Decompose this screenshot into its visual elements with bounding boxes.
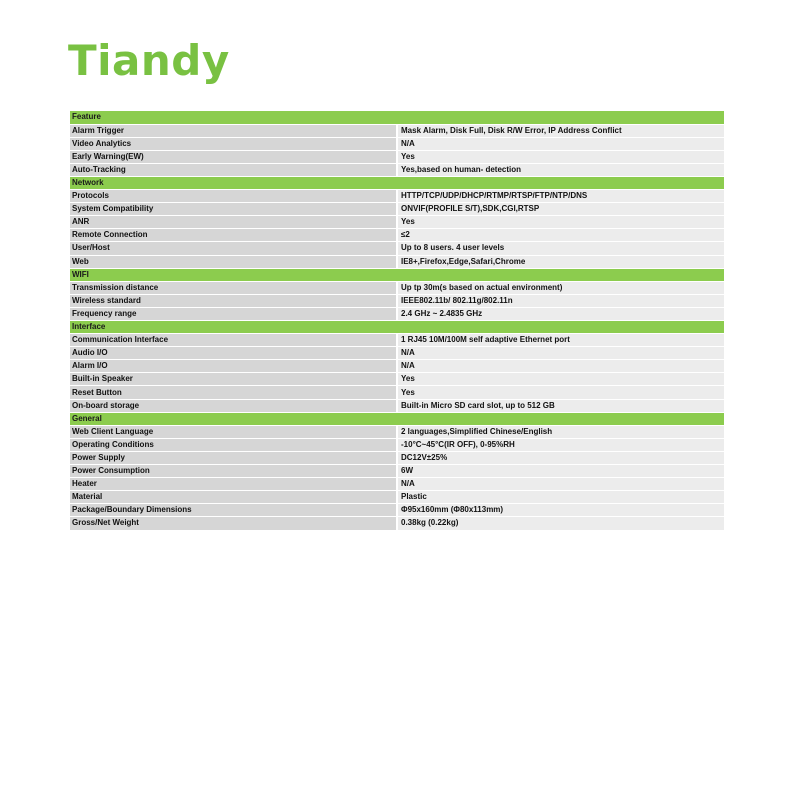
spec-row — [70, 465, 724, 478]
spec-table-body — [70, 111, 724, 530]
spec-value: Yes — [397, 386, 724, 399]
section-title: Feature — [70, 111, 724, 124]
spec-row — [70, 281, 724, 294]
spec-label: Web Client Language — [70, 425, 397, 438]
spec-row — [70, 216, 724, 229]
spec-label: Heater — [70, 478, 397, 491]
spec-value: Yes — [397, 216, 724, 229]
spec-row — [70, 334, 724, 347]
spec-value: N/A — [397, 137, 724, 150]
spec-value: Built-in Micro SD card slot, up to 512 GB — [397, 399, 724, 412]
spec-row — [70, 307, 724, 320]
spec-row — [70, 242, 724, 255]
spec-label: On-board storage — [70, 399, 397, 412]
spec-row — [70, 294, 724, 307]
spec-label: Power Supply — [70, 451, 397, 464]
spec-value: 2 languages,Simplified Chinese/English — [397, 425, 724, 438]
spec-label: Alarm I/O — [70, 360, 397, 373]
spec-value: -10°C~45°C(IR OFF), 0-95%RH — [397, 438, 724, 451]
spec-label: Built-in Speaker — [70, 373, 397, 386]
spec-value: Up tp 30m(s based on actual environment) — [397, 281, 724, 294]
spec-label: Frequency range — [70, 307, 397, 320]
spec-label: ANR — [70, 216, 397, 229]
spec-value: Mask Alarm, Disk Full, Disk R/W Error, IP Address Conflict — [397, 124, 724, 137]
spec-label: Audio I/O — [70, 347, 397, 360]
spec-row — [70, 137, 724, 150]
spec-value: N/A — [397, 347, 724, 360]
spec-value: Plastic — [397, 491, 724, 504]
spec-label: Material — [70, 491, 397, 504]
spec-table — [70, 111, 724, 531]
spec-row — [70, 386, 724, 399]
spec-label: Web — [70, 255, 397, 268]
spec-row — [70, 347, 724, 360]
spec-label: Early Warning(EW) — [70, 150, 397, 163]
spec-value: ≤2 — [397, 229, 724, 242]
spec-value: 0.38kg (0.22kg) — [397, 517, 724, 530]
spec-value: Yes,based on human- detection — [397, 163, 724, 176]
section-header-interface — [70, 321, 724, 334]
spec-row — [70, 478, 724, 491]
spec-row — [70, 399, 724, 412]
section-title: Network — [70, 176, 724, 189]
spec-value: IEEE802.11b/ 802.11g/802.11n — [397, 294, 724, 307]
spec-row — [70, 150, 724, 163]
spec-label: Communication Interface — [70, 334, 397, 347]
spec-row — [70, 229, 724, 242]
section-title: General — [70, 412, 724, 425]
spec-row — [70, 163, 724, 176]
spec-value: 2.4 GHz ~ 2.4835 GHz — [397, 307, 724, 320]
spec-row — [70, 451, 724, 464]
spec-label: Video Analytics — [70, 137, 397, 150]
spec-row — [70, 504, 724, 517]
spec-value: 1 RJ45 10M/100M self adaptive Ethernet port — [397, 334, 724, 347]
section-title: WIFI — [70, 268, 724, 281]
spec-value: 6W — [397, 465, 724, 478]
spec-value: ONVIF(PROFILE S/T),SDK,CGI,RTSP — [397, 203, 724, 216]
spec-row — [70, 360, 724, 373]
spec-row — [70, 438, 724, 451]
spec-label: Gross/Net Weight — [70, 517, 397, 530]
spec-label: Alarm Trigger — [70, 124, 397, 137]
spec-label: System Compatibility — [70, 203, 397, 216]
section-title: Interface — [70, 321, 724, 334]
spec-label: Package/Boundary Dimensions — [70, 504, 397, 517]
spec-value: Up to 8 users. 4 user levels — [397, 242, 724, 255]
spec-label: Reset Button — [70, 386, 397, 399]
spec-label: Transmission distance — [70, 281, 397, 294]
spec-value: HTTP/TCP/UDP/DHCP/RTMP/RTSP/FTP/NTP/DNS — [397, 190, 724, 203]
spec-value: N/A — [397, 478, 724, 491]
spec-value: Φ95x160mm (Φ80x113mm) — [397, 504, 724, 517]
spec-value: IE8+,Firefox,Edge,Safari,Chrome — [397, 255, 724, 268]
spec-label: Operating Conditions — [70, 438, 397, 451]
section-header-wifi — [70, 268, 724, 281]
spec-label: Protocols — [70, 190, 397, 203]
spec-row — [70, 517, 724, 530]
spec-value: Yes — [397, 150, 724, 163]
spec-row — [70, 124, 724, 137]
spec-row — [70, 203, 724, 216]
section-header-feature — [70, 111, 724, 124]
spec-value: N/A — [397, 360, 724, 373]
section-header-general — [70, 412, 724, 425]
spec-row — [70, 425, 724, 438]
spec-value: Yes — [397, 373, 724, 386]
spec-row — [70, 373, 724, 386]
spec-label: Auto-Tracking — [70, 163, 397, 176]
spec-label: User/Host — [70, 242, 397, 255]
section-header-network — [70, 176, 724, 189]
spec-row — [70, 255, 724, 268]
tiandy-logo: Tiandy — [68, 36, 230, 85]
spec-value: DC12V±25% — [397, 451, 724, 464]
spec-label: Remote Connection — [70, 229, 397, 242]
spec-label: Power Consumption — [70, 465, 397, 478]
spec-label: Wireless standard — [70, 294, 397, 307]
spec-row — [70, 491, 724, 504]
spec-row — [70, 190, 724, 203]
